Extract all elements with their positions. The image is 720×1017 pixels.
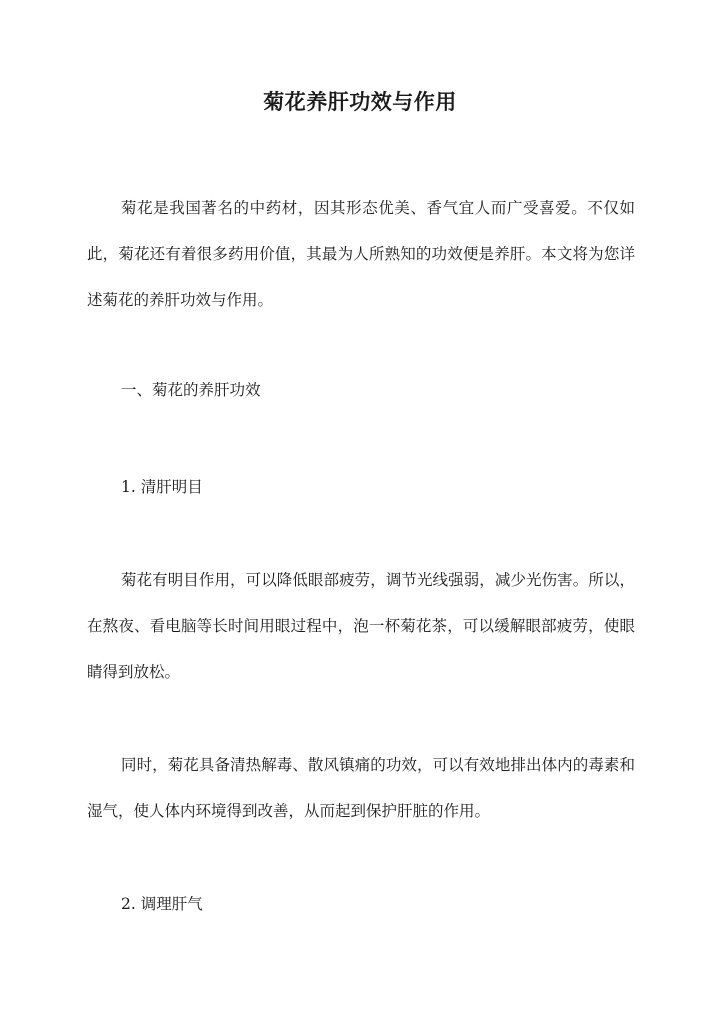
intro-paragraph: 菊花是我国著名的中药材，因其形态优美、香气宜人而广受喜爱。不仅如此，菊花还有着很多药用价值，其最为人所熟知的功效便是养肝。本文将为您详述菊花的养肝功效与作用。 (87, 199, 635, 309)
page-title: 菊花养肝功效与作用 (263, 89, 457, 114)
section-heading-benefits: 一、菊花的养肝功效 (121, 381, 261, 399)
paragraph-detox-benefit: 同时，菊花具备清热解毒、散风镇痛的功效，可以有效地排出体内的毒素和湿气，使人体内环境得到改善，从而起到保护肝脏的作用。 (87, 756, 635, 820)
paragraph-eye-benefit: 菊花有明目作用，可以降低眼部疲劳，调节光线强弱，减少光伤害。所以，在熬夜、看电脑等长时间用眼过程中，泡一杯菊花茶，可以缓解眼部疲劳，使眼睛得到放松。 (87, 571, 635, 681)
subheading-regulate-liver-qi: 2. 调理肝气 (121, 895, 203, 913)
subheading-clear-liver: 1. 清肝明目 (121, 478, 203, 496)
